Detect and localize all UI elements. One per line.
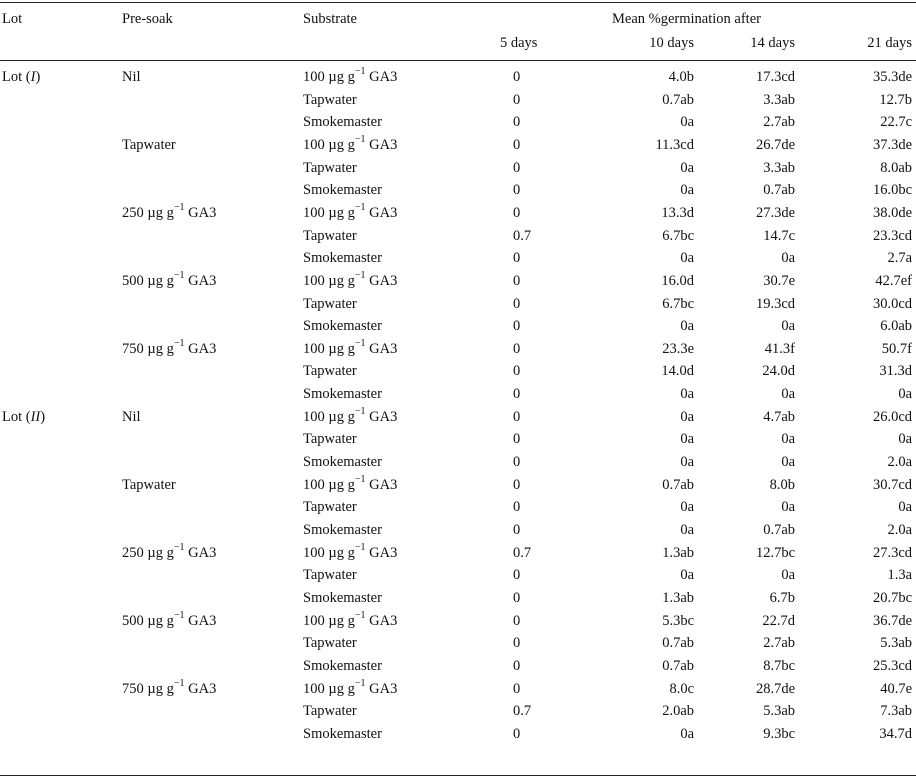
presoak-label: [122, 272, 216, 290]
unit-ug: µg g: [328, 680, 355, 697]
value-21-days: 5.3ab: [880, 635, 912, 652]
substrate-text: Tapwater: [303, 159, 357, 176]
presoak-dose: 750: [122, 340, 144, 357]
unit-exponent: −1: [354, 541, 366, 553]
value-5-days: 0: [513, 499, 521, 516]
substrate-label: [303, 227, 357, 245]
value-21-days: 38.0de: [872, 204, 912, 221]
substrate-label: [303, 249, 382, 267]
value-21-days: 1.3a: [887, 567, 912, 584]
unit-ug: µg g: [328, 272, 355, 289]
unit-ga: GA3: [188, 544, 217, 561]
substrate-text: Smokemaster: [303, 725, 382, 742]
header-21-days: 21 days: [867, 35, 912, 51]
value-14-days: 2.7ab: [763, 114, 795, 131]
substrate-label: [303, 204, 397, 222]
unit-ug: µg g: [328, 476, 355, 493]
substrate-text: Smokemaster: [303, 182, 382, 199]
presoak-text: Tapwater: [122, 136, 176, 153]
value-10-days: 0a: [680, 725, 694, 742]
value-10-days: 1.3ab: [662, 544, 694, 561]
value-10-days: 0a: [680, 408, 694, 425]
substrate-label: [303, 295, 357, 313]
substrate-label: [303, 702, 357, 720]
unit-ga: GA3: [369, 408, 398, 425]
value-21-days: 42.7ef: [875, 272, 912, 289]
substrate-dose: 100: [303, 340, 325, 357]
value-14-days: 41.3f: [764, 340, 795, 357]
value-5-days: 0: [513, 340, 521, 357]
value-10-days: 8.0c: [669, 680, 694, 697]
unit-exponent: −1: [173, 337, 185, 349]
substrate-text: Tapwater: [303, 499, 357, 516]
substrate-text: Tapwater: [303, 703, 357, 720]
substrate-dose: 100: [303, 69, 325, 85]
value-14-days: 30.7e: [763, 272, 795, 289]
top-rule: [0, 2, 916, 3]
substrate-label: [303, 337, 398, 358]
substrate-label: [303, 498, 357, 516]
unit-ug: µg g: [328, 204, 355, 221]
value-10-days: 0a: [680, 499, 694, 516]
substrate-text: Smokemaster: [303, 250, 382, 267]
value-10-days: 6.7bc: [662, 227, 694, 244]
value-10-days: 13.3d: [661, 204, 694, 221]
presoak-label: [122, 68, 141, 86]
value-21-days: 25.3cd: [872, 657, 912, 674]
substrate-text: Smokemaster: [303, 454, 382, 471]
value-21-days: 16.0bc: [872, 182, 912, 199]
unit-exponent: −1: [354, 66, 366, 78]
substrate-text: Smokemaster: [303, 522, 382, 538]
value-21-days: 50.7f: [881, 340, 912, 357]
substrate-dose: 100: [303, 680, 325, 697]
substrate-dose: 100: [303, 136, 325, 153]
value-5-days: 0: [513, 114, 521, 131]
lot-roman: II: [30, 408, 41, 425]
value-21-days: 37.3de: [872, 136, 912, 153]
value-10-days: 23.3e: [662, 340, 694, 357]
substrate-dose: 100: [303, 476, 325, 493]
unit-ug: µg g: [147, 272, 174, 289]
value-10-days: 0a: [680, 386, 694, 403]
value-10-days: 0a: [680, 431, 694, 448]
value-10-days: 16.0d: [661, 272, 694, 289]
header-mean-germination: Mean %germination after: [612, 11, 761, 27]
substrate-text: Tapwater: [303, 635, 357, 652]
presoak-label: [122, 337, 217, 358]
bottom-rule: [0, 775, 916, 776]
value-10-days: 6.7bc: [662, 295, 694, 312]
value-21-days: 8.0ab: [880, 159, 912, 176]
value-21-days: 22.7c: [880, 114, 912, 131]
value-14-days: 3.3ab: [763, 159, 795, 176]
substrate-dose: 100: [303, 612, 325, 629]
value-10-days: 0a: [680, 318, 694, 335]
header-5-days: 5 days: [500, 35, 538, 51]
substrate-dose: 100: [303, 544, 325, 561]
substrate-text: Smokemaster: [303, 657, 382, 674]
unit-exponent: −1: [173, 609, 185, 621]
unit-exponent: −1: [354, 202, 366, 214]
value-14-days: 27.3de: [755, 204, 795, 221]
value-5-days: 0.7: [513, 703, 532, 720]
substrate-text: Tapwater: [303, 295, 357, 312]
value-5-days: 0: [513, 272, 521, 289]
lot-label: [2, 408, 45, 426]
presoak-dose: 500: [122, 272, 144, 289]
value-10-days: 14.0d: [661, 363, 694, 380]
value-21-days: 30.7cd: [872, 476, 912, 493]
substrate-label: [303, 521, 382, 539]
value-10-days: 0a: [680, 454, 694, 471]
value-21-days: 0a: [898, 499, 912, 516]
substrate-label: [303, 405, 398, 426]
value-5-days: 0: [513, 363, 521, 380]
unit-exponent: −1: [354, 270, 366, 282]
value-21-days: 6.0ab: [880, 318, 912, 335]
unit-ga: GA3: [188, 272, 217, 289]
unit-ga: GA3: [369, 544, 398, 561]
value-10-days: 0a: [680, 182, 694, 199]
value-5-days: 0: [513, 635, 521, 652]
value-14-days: 22.7d: [762, 612, 795, 629]
value-21-days: 0a: [898, 386, 912, 403]
value-5-days: 0: [513, 431, 521, 448]
presoak-label: [122, 677, 217, 698]
substrate-label: [303, 113, 382, 131]
header-14-days: 14 days: [750, 35, 795, 51]
unit-exponent: −1: [354, 134, 366, 146]
unit-exponent: −1: [354, 609, 366, 621]
unit-ug: µg g: [328, 69, 355, 85]
presoak-text: Tapwater: [122, 476, 176, 493]
value-14-days: 6.7b: [769, 589, 795, 606]
value-5-days: 0: [513, 657, 521, 674]
value-21-days: 36.7de: [872, 612, 912, 629]
presoak-label: [122, 204, 216, 222]
value-5-days: 0: [513, 182, 521, 199]
value-10-days: 0a: [680, 250, 694, 267]
value-14-days: 0.7ab: [763, 182, 795, 199]
lot-suffix: ): [35, 69, 41, 85]
presoak-text: Nil: [122, 408, 141, 425]
substrate-label: [303, 136, 397, 154]
value-10-days: 0.7ab: [662, 657, 694, 674]
value-14-days: 28.7de: [755, 680, 795, 697]
substrate-label: [303, 657, 382, 675]
presoak-dose: 500: [122, 612, 144, 629]
substrate-label: [303, 159, 357, 177]
value-14-days: 0a: [781, 318, 795, 335]
substrate-text: Tapwater: [303, 567, 357, 584]
unit-ga: GA3: [369, 272, 398, 289]
value-5-days: 0.7: [513, 544, 532, 561]
value-14-days: 5.3ab: [763, 703, 795, 720]
substrate-text: Tapwater: [303, 227, 357, 244]
value-5-days: 0: [513, 408, 521, 425]
value-21-days: 30.0cd: [872, 295, 912, 312]
value-5-days: 0: [513, 725, 521, 742]
unit-ug: µg g: [328, 340, 355, 357]
unit-ug: µg g: [147, 340, 174, 357]
substrate-dose: 100: [303, 272, 325, 289]
value-10-days: 0a: [680, 159, 694, 176]
substrate-label: [303, 68, 397, 86]
value-21-days: 7.3ab: [880, 703, 912, 720]
value-14-days: 4.7ab: [763, 408, 795, 425]
value-14-days: 17.3cd: [755, 69, 795, 85]
substrate-label: [303, 677, 398, 698]
value-21-days: 34.7d: [879, 725, 912, 742]
unit-ga: GA3: [188, 612, 217, 629]
unit-exponent: −1: [173, 270, 185, 282]
presoak-label: [122, 408, 141, 426]
presoak-text: Nil: [122, 69, 141, 85]
value-5-days: 0: [513, 136, 521, 153]
presoak-dose: 750: [122, 680, 144, 697]
substrate-text: Smokemaster: [303, 318, 382, 335]
value-10-days: 0a: [680, 567, 694, 584]
value-14-days: 0a: [781, 250, 795, 267]
substrate-dose: 100: [303, 408, 325, 425]
value-10-days: 0.7ab: [662, 91, 694, 108]
value-5-days: 0: [513, 589, 521, 606]
substrate-label: [303, 317, 382, 335]
substrate-label: [303, 634, 357, 652]
value-21-days: 2.0a: [887, 454, 912, 471]
value-5-days: 0: [513, 454, 521, 471]
presoak-label: [122, 609, 217, 630]
value-14-days: 26.7de: [755, 136, 795, 153]
value-5-days: 0: [513, 567, 521, 584]
value-5-days: 0: [513, 69, 521, 85]
unit-ug: µg g: [147, 204, 174, 221]
unit-ug: µg g: [328, 408, 355, 425]
unit-ga: GA3: [188, 340, 217, 357]
value-14-days: 24.0d: [762, 363, 795, 380]
substrate-label: [303, 181, 382, 199]
header-substrate: Substrate: [303, 11, 357, 27]
value-14-days: 14.7c: [763, 227, 795, 244]
value-10-days: 1.3ab: [662, 589, 694, 606]
value-5-days: 0: [513, 680, 521, 697]
presoak-label: [122, 541, 217, 562]
substrate-label: [303, 430, 357, 448]
unit-ga: GA3: [369, 136, 398, 153]
unit-exponent: −1: [354, 337, 366, 349]
presoak-dose: 250: [122, 204, 144, 221]
unit-ga: GA3: [369, 69, 398, 85]
value-5-days: 0: [513, 295, 521, 312]
substrate-text: Tapwater: [303, 431, 357, 448]
substrate-label: [303, 473, 398, 494]
value-5-days: 0: [513, 159, 521, 176]
value-21-days: 23.3cd: [872, 227, 912, 244]
value-14-days: 0a: [781, 386, 795, 403]
value-10-days: 0.7ab: [662, 476, 694, 493]
value-21-days: 20.7bc: [872, 589, 912, 606]
value-10-days: 0a: [680, 114, 694, 131]
value-14-days: 0a: [781, 431, 795, 448]
value-5-days: 0.7: [513, 227, 532, 244]
value-10-days: 4.0b: [668, 69, 694, 85]
substrate-label: [303, 609, 398, 630]
unit-exponent: −1: [173, 541, 185, 553]
value-5-days: 0: [513, 318, 521, 335]
unit-exponent: −1: [173, 677, 185, 689]
value-21-days: 2.7a: [887, 250, 912, 267]
unit-ga: GA3: [188, 680, 217, 697]
substrate-text: Tapwater: [303, 91, 357, 108]
value-14-days: 8.0b: [769, 476, 795, 493]
value-14-days: 0.7ab: [763, 522, 795, 538]
unit-exponent: −1: [173, 202, 185, 214]
value-14-days: 0a: [781, 499, 795, 516]
value-5-days: 0: [513, 250, 521, 267]
header-presoak: Pre-soak: [122, 11, 173, 27]
substrate-text: Smokemaster: [303, 114, 382, 131]
substrate-text: Smokemaster: [303, 589, 382, 606]
substrate-label: [303, 272, 397, 290]
value-5-days: 0: [513, 476, 521, 493]
value-21-days: 31.3d: [879, 363, 912, 380]
presoak-label: [122, 476, 176, 494]
unit-ug: µg g: [147, 544, 174, 561]
value-14-days: 0a: [781, 454, 795, 471]
header-rule: [0, 60, 916, 61]
substrate-text: Smokemaster: [303, 386, 382, 403]
unit-exponent: −1: [354, 473, 366, 485]
value-5-days: 0: [513, 91, 521, 108]
substrate-label: [303, 589, 382, 607]
unit-ug: µg g: [328, 612, 355, 629]
substrate-text: Tapwater: [303, 363, 357, 380]
value-10-days: 2.0ab: [662, 703, 694, 720]
value-14-days: 9.3bc: [763, 725, 795, 742]
substrate-label: [303, 541, 398, 562]
value-21-days: 27.3cd: [872, 544, 912, 561]
unit-ug: µg g: [147, 680, 174, 697]
value-21-days: 40.7e: [880, 680, 912, 697]
unit-exponent: −1: [354, 405, 366, 417]
substrate-label: [303, 91, 357, 109]
lot-roman: I: [30, 69, 36, 85]
substrate-label: [303, 362, 357, 380]
value-21-days: 26.0cd: [872, 408, 912, 425]
value-21-days: 12.7b: [879, 91, 912, 108]
unit-ga: GA3: [369, 204, 398, 221]
unit-exponent: −1: [354, 677, 366, 689]
unit-ga: GA3: [188, 204, 217, 221]
unit-ga: GA3: [369, 680, 398, 697]
value-14-days: 3.3ab: [763, 91, 795, 108]
value-21-days: 0a: [898, 431, 912, 448]
header-lot: Lot: [2, 11, 23, 27]
value-10-days: 0.7ab: [662, 635, 694, 652]
value-14-days: 0a: [781, 567, 795, 584]
unit-ga: GA3: [369, 340, 398, 357]
value-14-days: 8.7bc: [763, 657, 795, 674]
lot-suffix: ): [40, 408, 46, 425]
value-10-days: 5.3bc: [662, 612, 694, 629]
header-10-days: 10 days: [649, 35, 694, 51]
unit-ga: GA3: [369, 476, 398, 493]
substrate-label: [303, 385, 382, 403]
substrate-label: [303, 453, 382, 471]
value-14-days: 12.7bc: [755, 544, 795, 561]
value-10-days: 0a: [680, 522, 694, 538]
unit-ug: µg g: [328, 544, 355, 561]
value-5-days: 0: [513, 386, 521, 403]
substrate-dose: 100: [303, 204, 325, 221]
value-10-days: 11.3cd: [655, 136, 694, 153]
unit-ug: µg g: [328, 136, 355, 153]
value-5-days: 0: [513, 204, 521, 221]
presoak-dose: 250: [122, 544, 144, 561]
unit-ga: GA3: [369, 612, 398, 629]
substrate-label: [303, 725, 382, 743]
lot-label: [2, 68, 40, 86]
substrate-label: [303, 566, 357, 584]
value-5-days: 0: [513, 612, 521, 629]
value-21-days: 35.3de: [872, 69, 912, 85]
value-14-days: 2.7ab: [763, 635, 795, 652]
value-5-days: 0: [513, 522, 521, 538]
presoak-label: [122, 136, 176, 154]
value-14-days: 19.3cd: [755, 295, 795, 312]
lot-prefix: Lot (: [2, 69, 31, 85]
unit-ug: µg g: [147, 612, 174, 629]
lot-prefix: Lot (: [2, 408, 31, 425]
value-21-days: 2.0a: [887, 522, 912, 538]
